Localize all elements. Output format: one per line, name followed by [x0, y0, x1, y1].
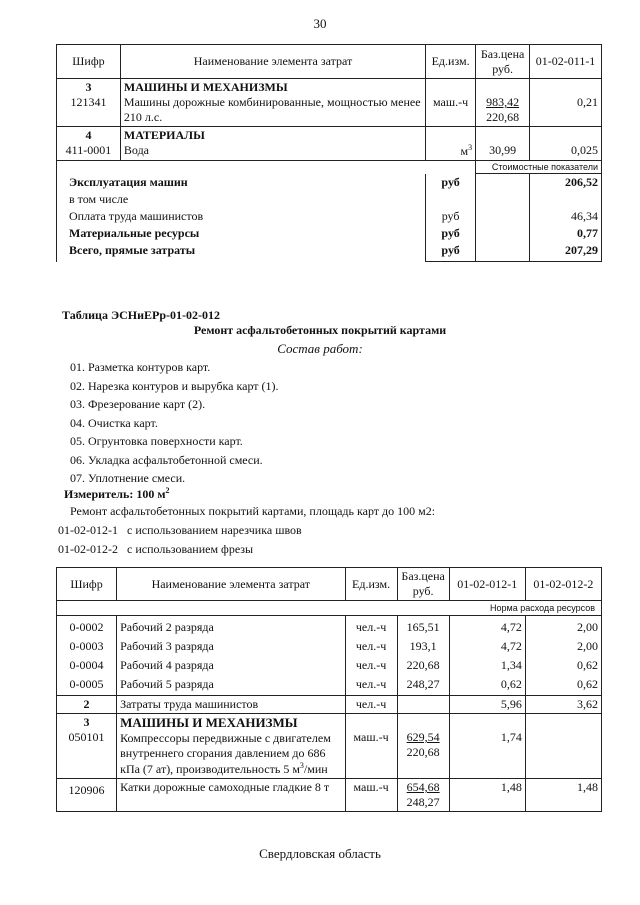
list-item: 03. Фрезерование карт (2). [70, 397, 206, 411]
resource-unit: чел.-ч [345, 696, 397, 714]
summary-value: 206,52 [565, 175, 598, 189]
resource-name: Машины дорожные комбинированные, мощностью менее 210 л.с. [123, 95, 421, 124]
col-code-header: Шифр [57, 568, 117, 601]
work-description: Ремонт асфальтобетонных покрытий картами, площадь карт до 100 м2: [70, 504, 436, 518]
summary-value: 0,77 [577, 226, 598, 240]
col-price-header: Баз.цена руб. [476, 45, 530, 79]
list-item: 06. Укладка асфальтобетонной смеси. [70, 452, 263, 467]
work-steps [70, 358, 279, 488]
price-total: 248,27 [406, 677, 440, 691]
norm-value: 0,62 [500, 677, 522, 691]
table-row [57, 127, 602, 161]
section-title: МАТЕРИАЛЫ [123, 128, 205, 142]
col-norm-header: 01-02-011-1 [530, 45, 602, 79]
summary-label: Оплата труда машинистов [69, 208, 204, 223]
col-norm1-header: 01-02-012-1 [449, 568, 525, 601]
summary-label: Эксплуатация машин [69, 174, 188, 189]
resource-name: Рабочий 4 разряда [120, 658, 214, 672]
norm-value: 3,62 [525, 696, 601, 714]
list-item: 01-02-012-2 с использованием фрезы [58, 542, 254, 556]
resource-code: 120906 [57, 779, 117, 812]
norm-value: 0,21 [530, 79, 602, 127]
resource-unit: $м^3$ [460, 143, 473, 158]
resource-unit: чел.-ч [355, 658, 387, 672]
col-name-header: Наименование элемента затрат [120, 45, 425, 79]
price-wages: 248,27 [406, 795, 440, 809]
norm-value: 2,00 [577, 620, 598, 634]
resource-name: Затраты труда машинистов [117, 696, 345, 714]
resource-table-011 [56, 44, 602, 262]
list-item: 07. Уплотнение смеси. [70, 471, 186, 485]
section-code: 3 [85, 80, 92, 94]
section-code: 3 [83, 715, 90, 729]
table-row [57, 779, 602, 812]
list-item: 01-02-012-1 с использованием нарезчика швов [58, 523, 302, 537]
col-norm2-header: 01-02-012-2 [525, 568, 601, 601]
resource-name: Вода [123, 143, 149, 157]
resource-table-012 [56, 567, 602, 812]
resource-unit: маш.-ч [426, 79, 476, 127]
cost-caption: Стоимостные показатели [476, 161, 602, 174]
section-code: 2 [57, 696, 117, 714]
summary-unit: руб [441, 208, 460, 223]
price-total: 654,68 [406, 780, 440, 794]
resource-code: 0-0005 [69, 677, 104, 691]
norm-value: 1,74 [449, 714, 525, 779]
resource-unit: маш.-ч [345, 714, 397, 779]
resource-code: 0-0003 [69, 639, 104, 653]
variants-list [58, 521, 302, 559]
norm-value [525, 714, 601, 779]
list-item: 05. Огрунтовка поверхности карт. [70, 434, 243, 448]
summary-unit: руб [441, 174, 460, 189]
footer-region: Свердловская область [259, 846, 381, 861]
summary-label: в том числе [69, 191, 129, 206]
list-item: 04. Очистка карт. [70, 415, 158, 430]
table-row [57, 616, 602, 696]
price-total: 983,42 [486, 95, 520, 109]
summary-unit: руб [441, 225, 460, 240]
resource-unit: маш.-ч [345, 779, 397, 812]
norm-value: 4,72 [500, 620, 522, 634]
col-unit-header: Ед.изм. [426, 45, 476, 79]
norm-value: 0,025 [530, 127, 602, 161]
resource-code: 0-0004 [69, 658, 104, 672]
table-row [57, 696, 602, 714]
resource-name: Рабочий 2 разряда [120, 620, 214, 634]
summary-unit [429, 192, 472, 209]
price-total: 165,51 [406, 620, 440, 634]
page-number: 30 [313, 16, 327, 31]
table-row [57, 714, 602, 779]
resource-unit: чел.-ч [355, 677, 387, 691]
resource-code: 0-0002 [69, 620, 104, 634]
norm-value: 5,96 [449, 696, 525, 714]
norm-value: 1,48 [449, 779, 525, 812]
norm-value: 0,62 [577, 677, 598, 691]
summary-label: Материальные ресурсы [69, 225, 200, 240]
col-price-header: Баз.цена руб. [397, 568, 449, 601]
list-item: 01. Разметка контуров карт. [70, 360, 211, 374]
section-code: 4 [85, 128, 92, 142]
col-code-header: Шифр [57, 45, 121, 79]
price-total: 193,1 [409, 639, 437, 653]
resource-unit: чел.-ч [355, 620, 387, 634]
section-title: МАШИНЫ И МЕХАНИЗМЫ [123, 80, 288, 94]
norm-value: 4,72 [500, 639, 522, 653]
resource-unit: чел.-ч [355, 639, 387, 653]
col-unit-header: Ед.изм. [345, 568, 397, 601]
resource-code: 411-0001 [65, 143, 112, 157]
price-total: 30,99 [476, 127, 530, 161]
list-item: 02. Нарезка контуров и вырубка карт (1). [70, 378, 279, 393]
norm-value: 0,62 [577, 658, 598, 672]
section-title: МАШИНЫ И МЕХАНИЗМЫ [120, 715, 298, 730]
summary-unit: руб [441, 242, 460, 257]
summary-value: 46,34 [571, 209, 598, 223]
price-wages: 220,68 [406, 745, 440, 759]
price-total: 220,68 [406, 658, 440, 672]
table-row [57, 79, 602, 127]
composition-title: Состав работ: [277, 341, 363, 356]
col-name-header: Наименование элемента затрат [117, 568, 345, 601]
resource-name: Катки дорожные самоходные гладкие 8 т [117, 779, 345, 812]
resource-code: 121341 [70, 95, 107, 109]
summary-label: Всего, прямые затраты [69, 242, 196, 257]
summary-value [533, 192, 598, 209]
norm-value: 2,00 [577, 639, 598, 653]
measure-unit: Измеритель: 100 $м^2$ [64, 486, 170, 501]
resource-code: 050101 [68, 730, 105, 744]
resource-name: Компрессоры передвижные с двигателем внутреннего сгорания давлением до 686 кПа (7 ат), производительность 5 $м^3$/мин [120, 731, 331, 776]
price-total: 629,54 [406, 730, 440, 744]
summary-value: 207,29 [565, 243, 598, 257]
resource-name: Рабочий 5 разряда [120, 677, 214, 691]
price-wages: 220,68 [486, 110, 520, 124]
norm-value: 1,48 [525, 779, 601, 812]
norm-caption: Норма расхода ресурсов [57, 601, 602, 616]
norm-value: 1,34 [500, 658, 522, 672]
resource-name: Рабочий 3 разряда [120, 639, 214, 653]
table-subtitle: Ремонт асфальтобетонных покрытий картами [193, 323, 447, 337]
table-title: Таблица ЭСНиЕРр-01-02-012 [62, 308, 221, 322]
